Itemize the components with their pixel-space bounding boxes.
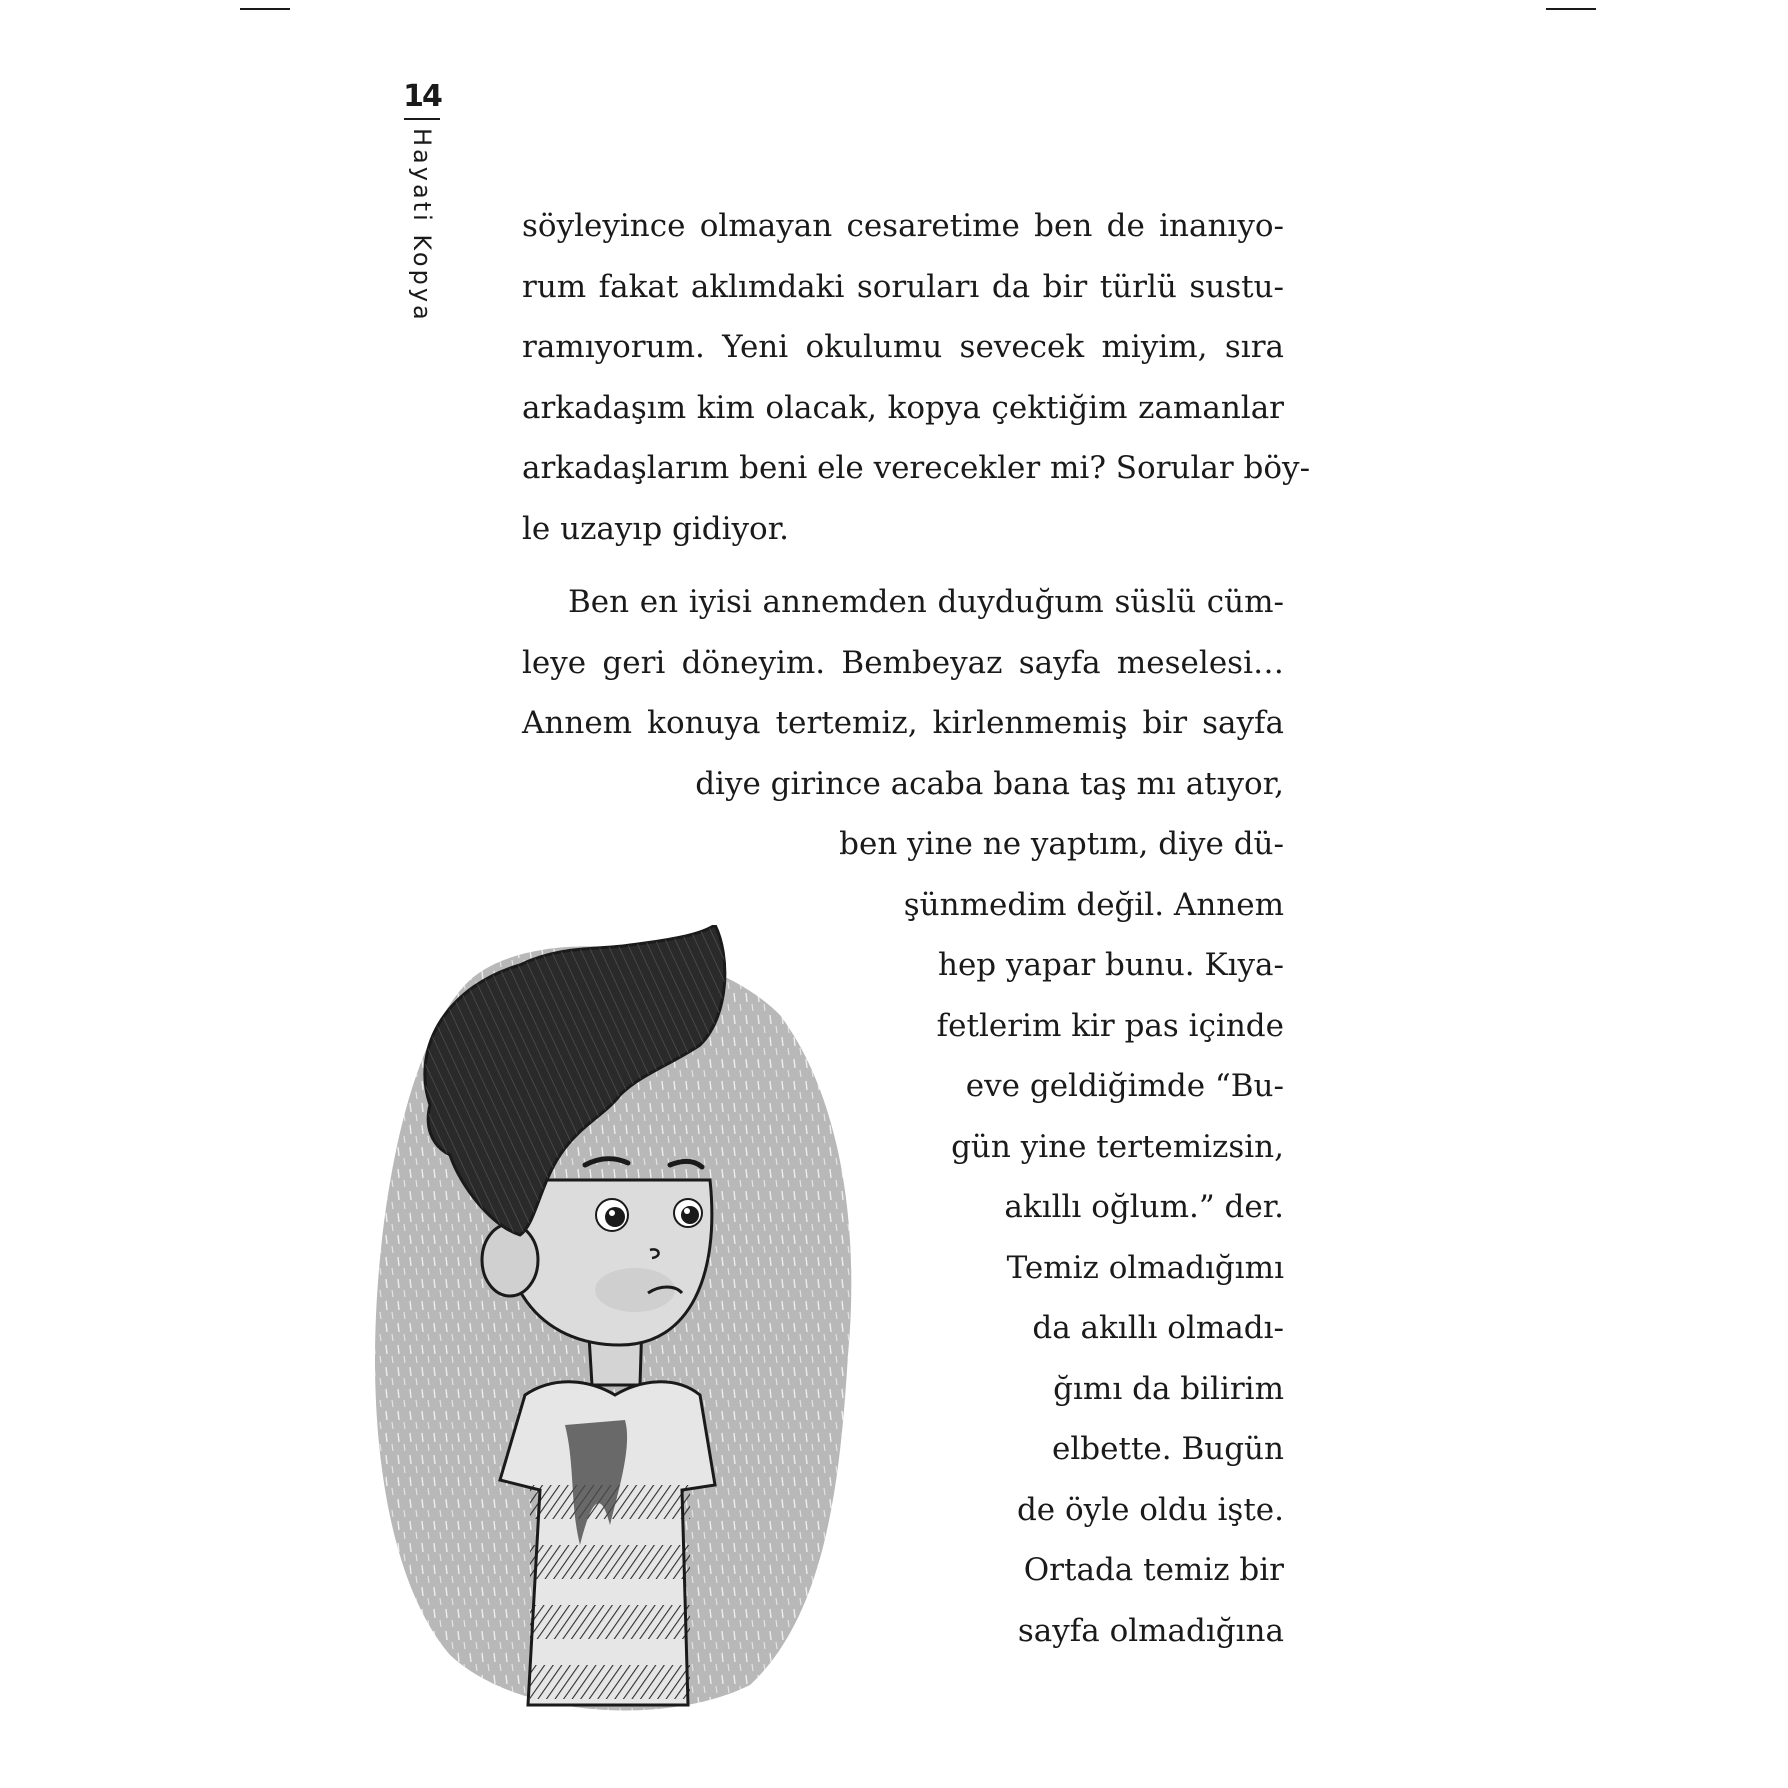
boy-illustration [370,925,870,1725]
text-line: de öyle oldu işte. [1016,1491,1284,1528]
text-line: ben yine ne yaptım, diye dü- [839,826,1284,862]
text-line: gün yine tertemizsin, [951,1128,1284,1165]
text-line: arkadaşım kim olacak, kopya çektiğim zamanlar [522,389,1284,426]
text-line: Temiz olmadığımı [1006,1249,1284,1286]
crop-mark-right [1546,8,1596,10]
text-line: fetlerim kir pas içinde [936,1007,1284,1044]
folio-divider [404,118,440,120]
text-line: ğımı da bilirim [1053,1370,1284,1407]
text-line: şünmedim değil. Annem [903,886,1284,923]
text-line: akıllı oğlum.” der. [1004,1189,1284,1225]
text-line: hep yapar bunu. Kıya- [938,947,1284,983]
text-line: söyleyince olmayan cesaretime ben de inanıyo- [522,208,1284,244]
right-pupil [681,1206,699,1224]
text-line: elbette. Bugün [1052,1431,1284,1467]
running-title: Hayati Kopya [408,128,436,323]
text-line: rum fakat aklımdaki soruları da bir türlü sustu- [522,268,1284,305]
ear [482,1224,538,1296]
text-line: Ortada temiz bir [1023,1552,1284,1588]
text-line: ramıyorum. Yeni okulumu sevecek miyim, sıra [522,329,1284,365]
text-line: leye geri döneyim. Bembeyaz sayfa meselesi… [522,644,1284,681]
cheek-shade [595,1268,675,1312]
text-line: Annem konuya tertemiz, kirlenmemiş bir sayfa [522,705,1284,741]
crop-mark-left [240,8,290,10]
text-line: eve geldiğimde “Bu- [965,1068,1284,1104]
left-pupil [605,1207,625,1227]
text-line: diye girince acaba bana taş mı atıyor, [695,765,1284,802]
page-number: 14 [403,79,441,114]
folio [402,79,442,323]
text-line: arkadaşlarım beni ele verecekler mi? Sorular böy- [522,450,1311,486]
text-line: sayfa olmadığına [1017,1612,1284,1649]
text-line: Ben en iyisi annemden duyduğum süslü cüm- [568,584,1284,620]
text-line: le uzayıp gidiyor. [522,510,789,547]
text-line: da akıllı olmadı- [1032,1310,1284,1346]
paragraph [522,196,1311,559]
paragraph-gap [522,559,1284,572]
